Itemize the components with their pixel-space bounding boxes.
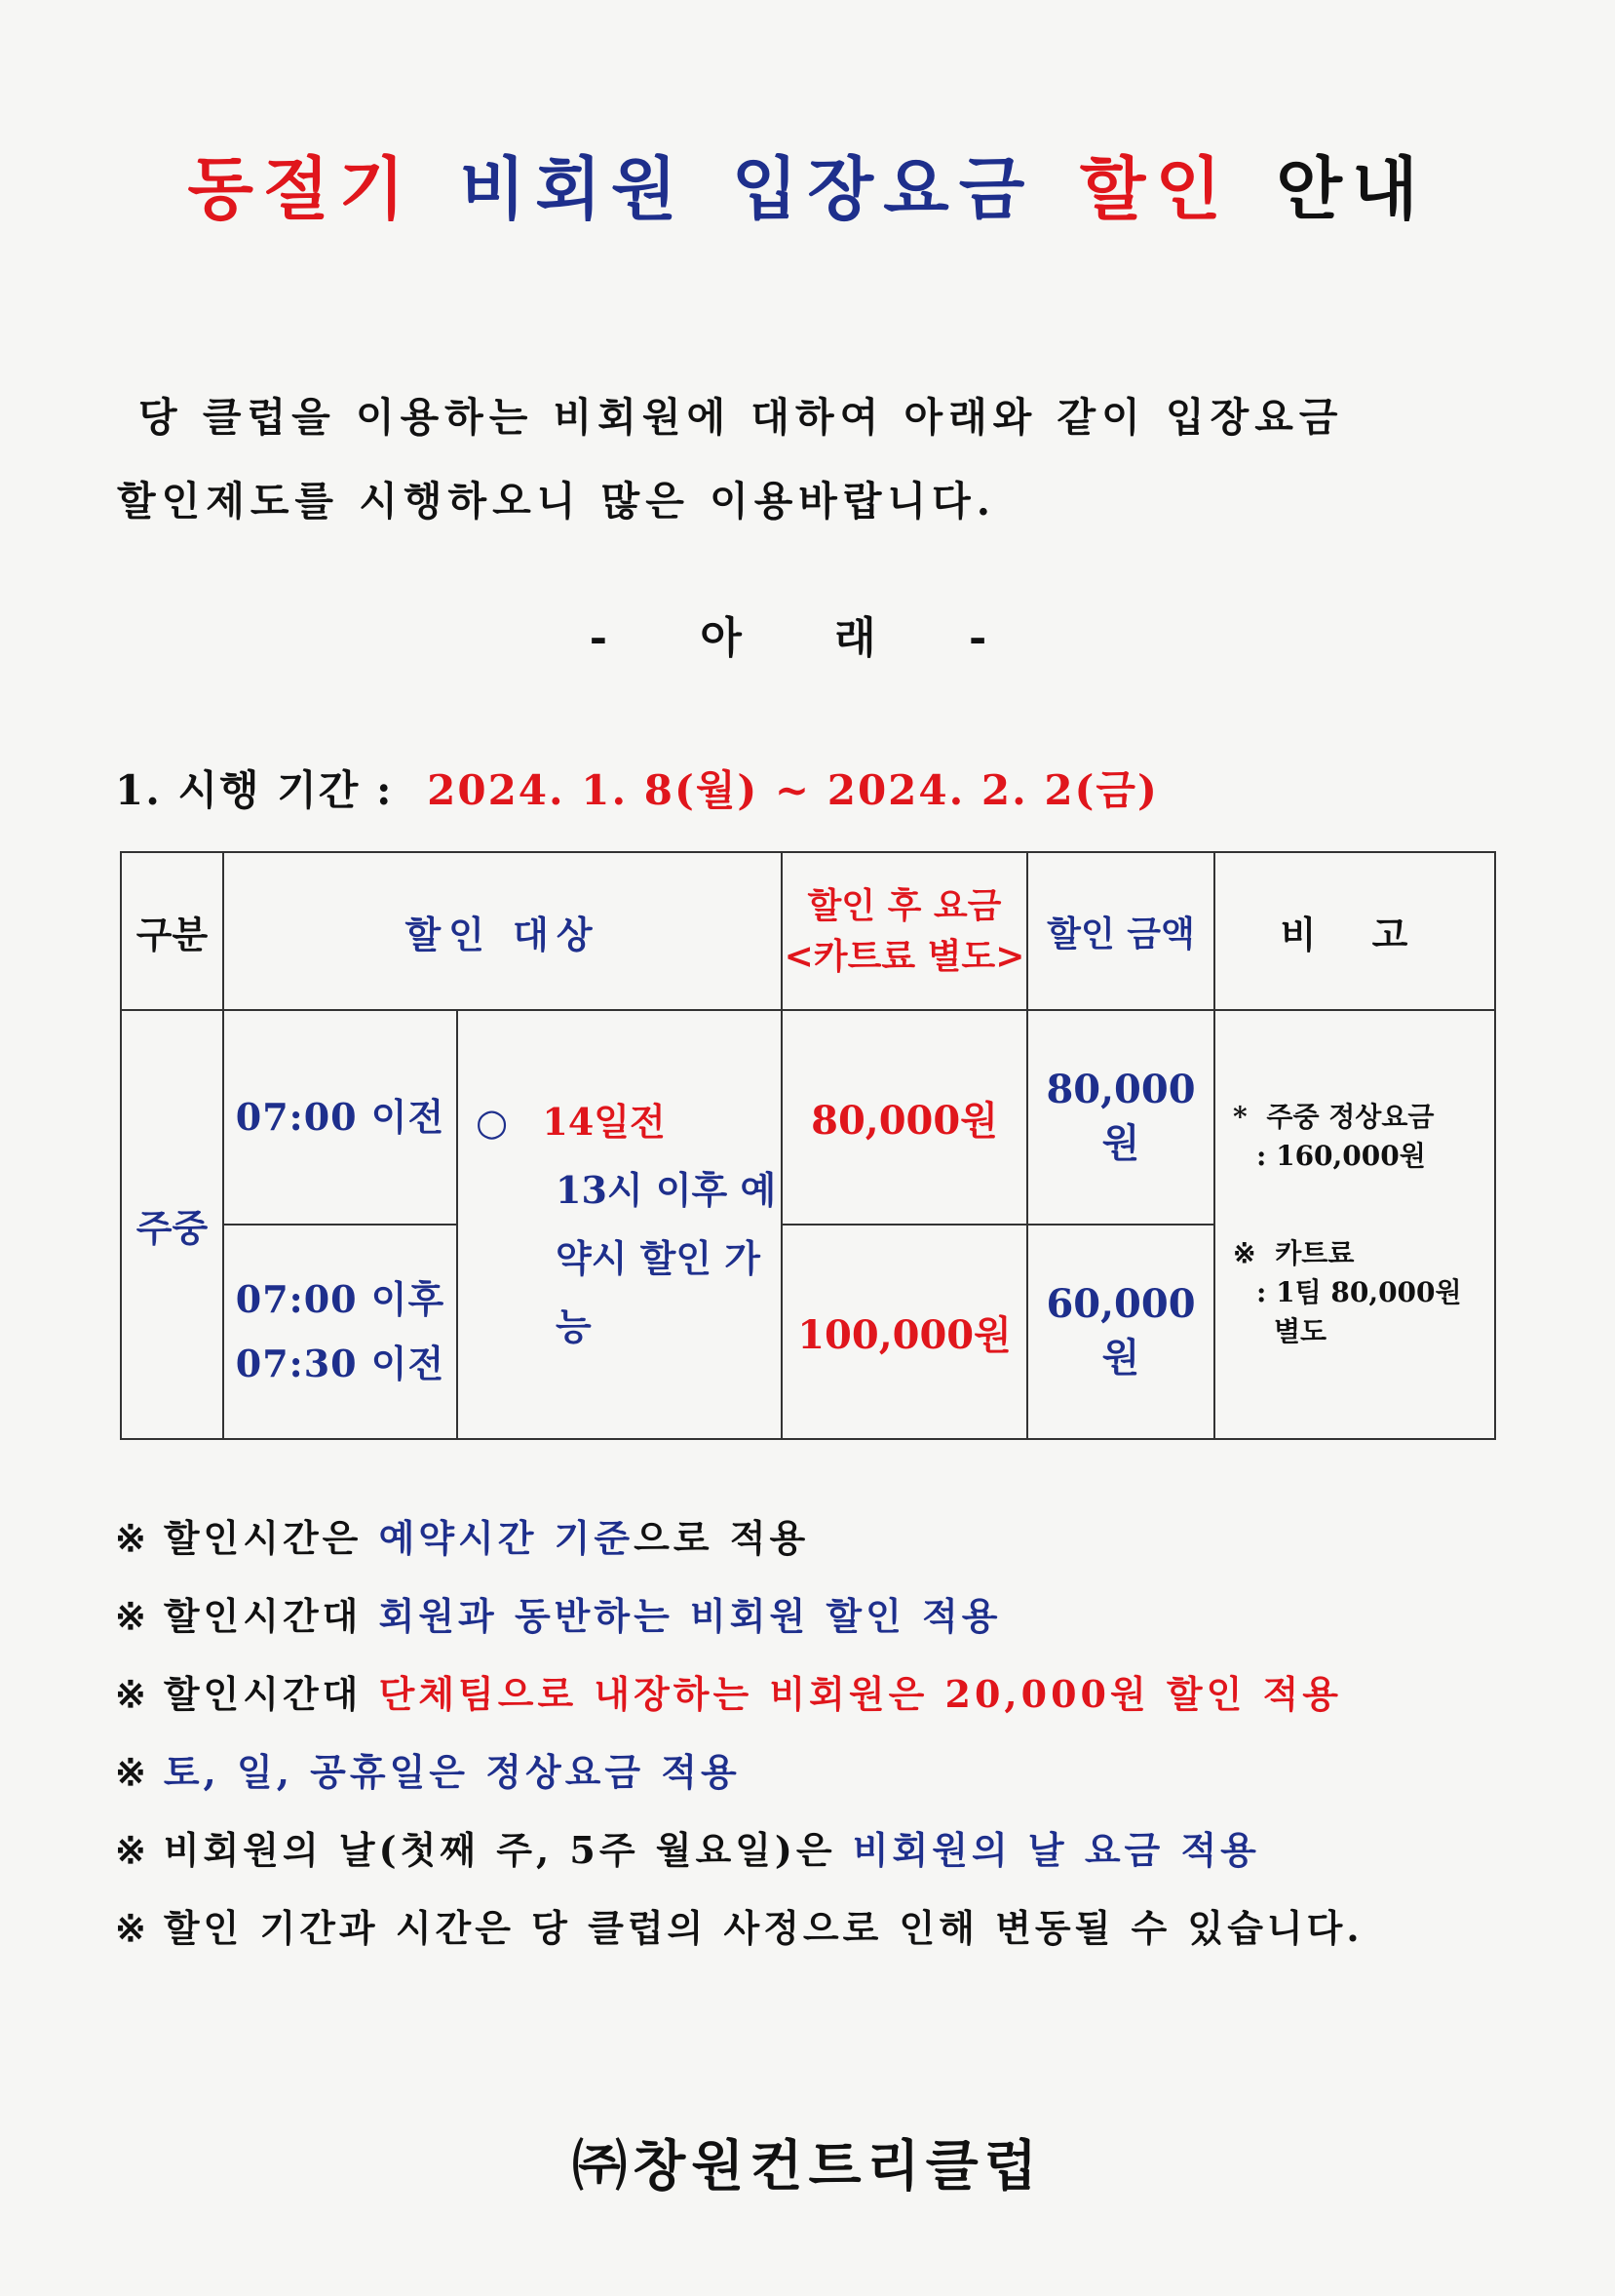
note-2-tail: 별도 [1274,1315,1327,1347]
title-part-nonmember: 비회원 [459,148,687,229]
header-target: 할인 대상 [223,852,782,1010]
note-mark: ※ [115,1516,150,1560]
fee-table [120,851,1496,1440]
condition-cell [457,1010,782,1439]
table-row [121,1010,1495,1225]
time-line: 07:00 이전 [235,1095,445,1139]
page-title [0,135,1615,233]
time-cell [223,1225,457,1439]
note-mark: ※ [115,1672,150,1716]
intro-line-1: 당 클럽을 이용하는 비회원에 대하여 아래와 같이 입장요금 [138,394,1344,441]
note-text: 할인 기간과 시간은 당 클럽의 사정으로 인해 변동될 수 있습니다. [163,1906,1364,1950]
note-mark: ※ [115,1828,150,1872]
note-text: 으로 적용 [634,1516,810,1560]
list-item [115,1733,1557,1811]
condition-line-3: 약시 할인 가능 [556,1236,760,1348]
header-after-fee-line1: 할인 후 요금 [807,885,1002,926]
note-item-1 [1215,1098,1494,1137]
list-item [115,1577,1557,1655]
condition-bullet: ○ [476,1100,509,1144]
period-label: 1. 시행 기간 : [115,766,394,814]
table-header-row [121,852,1495,1010]
time-line: 07:30 이전 [235,1342,445,1385]
note-text: 할인시간대 [163,1672,379,1716]
after-fee-value: 100,000원 [782,1225,1027,1439]
note-2-mark: ※ [1233,1237,1256,1269]
header-after-fee-line2: <카트료 별도> [784,936,1025,977]
header-note: 비 고 [1214,852,1495,1010]
discount-amount-value: 60,000원 [1027,1225,1214,1439]
period-line [115,759,1159,817]
title-part-fee: 입장요금 [731,148,1035,229]
gubun-weekday: 주중 [121,1010,223,1439]
intro-paragraph [117,375,1520,543]
note-text: 할인시간은 [163,1516,379,1560]
time-cell [223,1010,457,1225]
note-mark: ※ [115,1750,150,1794]
list-item [115,1499,1557,1577]
time-line: 07:00 이후 [235,1277,445,1321]
note-item-2 [1215,1234,1494,1273]
note-text: 비회원의 날(첫째 주, 5주 월요일)은 [163,1828,853,1872]
header-gubun: 구분 [121,852,223,1010]
discount-amount-value: 80,000원 [1027,1010,1214,1225]
note-cell [1214,1010,1495,1439]
note-highlight: 회원과 동반하는 비회원 할인 적용 [378,1594,1002,1638]
list-item [115,1889,1557,1967]
company-name: ㈜창원컨트리클럽 [572,2134,1043,2199]
note-1-value: : 160,000원 [1256,1140,1426,1172]
notes-list [115,1499,1557,1967]
period-value: 2024. 1. 8(월) ~ 2024. 2. 2(금) [427,766,1159,814]
title-part-discount: 할인 [1079,148,1231,229]
note-highlight: 비회원의 날 요금 적용 [852,1828,1260,1872]
title-part-season: 동절기 [187,148,415,229]
condition-line-1: 14일전 [542,1100,666,1144]
header-discount-amount: 할인 금액 [1027,852,1214,1010]
note-mark: ※ [115,1594,150,1638]
title-part-notice: 안내 [1276,148,1428,229]
note-text: 할인시간대 [163,1594,379,1638]
note-highlight: 단체팀으로 내장하는 비회원은 20,000원 할인 적용 [378,1672,1342,1716]
note-highlight: 예약시간 기준 [378,1516,634,1560]
header-after-fee [782,852,1027,1010]
note-highlight: 토, 일, 공휴일은 정상요금 적용 [163,1750,741,1794]
note-1-title: 주중 정상요금 [1266,1101,1435,1133]
list-item [115,1655,1557,1733]
note-2-value: : 1팀 80,000원 [1256,1276,1462,1308]
note-mark: ※ [115,1906,150,1950]
list-item [115,1811,1557,1889]
after-fee-value: 80,000원 [782,1010,1027,1225]
condition-line-2: 13시 이후 예 [556,1168,777,1212]
intro-line-2: 할인제도를 시행하오니 많은 이용바랍니다. [117,478,997,525]
below-heading: - 아 래 - [589,613,1026,663]
note-2-title: 카트료 [1275,1237,1355,1269]
note-1-mark: * [1233,1101,1248,1133]
